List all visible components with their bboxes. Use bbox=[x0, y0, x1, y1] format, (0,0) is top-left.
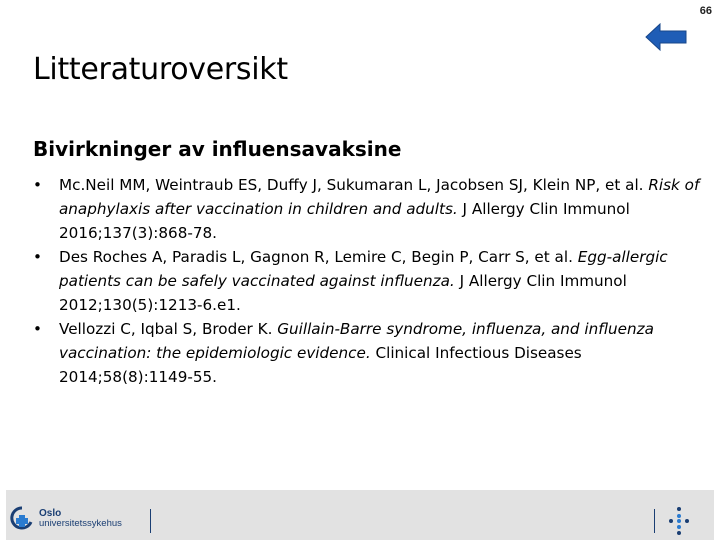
logo-mark-icon bbox=[10, 505, 34, 533]
hospital-logo bbox=[10, 504, 122, 534]
page-title: Litteraturoversikt bbox=[33, 52, 288, 87]
reference-source: J Allergy Clin Immunol 2012;130(5):1213-6.e1. bbox=[59, 272, 627, 314]
logo-text-line2: universitetssykehus bbox=[39, 518, 122, 529]
reference-authors: Mc.Neil MM, Weintraub ES, Duffy J, Sukumaran L, Jacobsen SJ, Klein NP, et al. bbox=[59, 176, 644, 194]
bullet-icon: • bbox=[33, 320, 42, 338]
arrow-left-icon bbox=[644, 22, 688, 52]
reference-authors: Des Roches A, Paradis L, Gagnon R, Lemire C, Begin P, Carr S, et al. bbox=[59, 248, 573, 266]
reference-title: Risk of anaphylaxis after vaccination in children and adults. bbox=[59, 176, 700, 218]
list-item bbox=[33, 245, 703, 317]
dots-cross-icon bbox=[666, 506, 692, 536]
reference-list bbox=[33, 173, 703, 389]
list-item bbox=[33, 317, 703, 389]
reference-authors: Vellozzi C, Iqbal S, Broder K. bbox=[59, 320, 273, 338]
section-subtitle: Bivirkninger av influensavaksine bbox=[33, 137, 402, 161]
footer-divider bbox=[150, 509, 151, 533]
footer-divider bbox=[654, 509, 655, 533]
reference-title: Egg-allergic patients can be safely vaccinated against influenza. bbox=[59, 248, 668, 290]
bullet-icon: • bbox=[33, 248, 42, 266]
list-item bbox=[33, 173, 703, 245]
logo-text-line1: Oslo bbox=[39, 508, 62, 519]
back-button[interactable] bbox=[644, 22, 688, 52]
page-number: 66 bbox=[699, 5, 712, 17]
bullet-icon: • bbox=[33, 176, 42, 194]
reference-title: Guillain-Barre syndrome, influenza, and influenza vaccination: the epidemiologic evidence. bbox=[59, 320, 654, 362]
reference-source: J Allergy Clin Immunol 2016;137(3):868-78. bbox=[59, 200, 630, 242]
reference-source: Clinical Infectious Diseases 2014;58(8):1149-55. bbox=[59, 344, 582, 386]
footer bbox=[0, 490, 720, 540]
